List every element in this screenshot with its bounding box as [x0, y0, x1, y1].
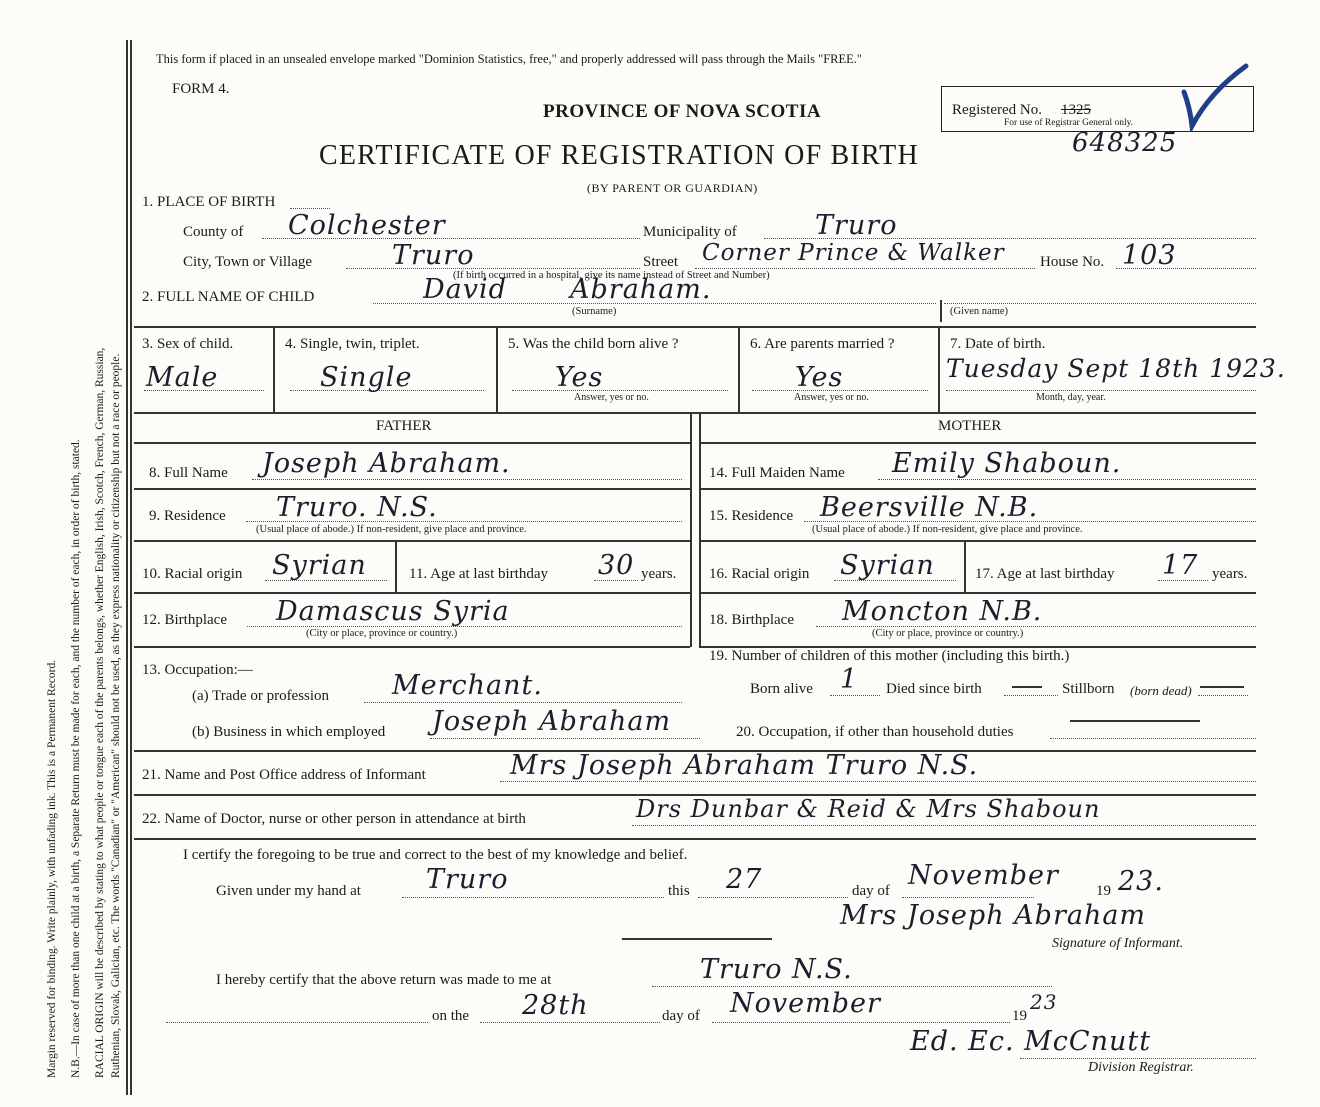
father-residence-value: Truro. N.S. — [276, 492, 438, 523]
mother-birthplace-caption: (City or place, province or country.) — [872, 628, 1024, 639]
street-value: Corner Prince & Walker — [702, 240, 1005, 266]
made-month-value: November — [730, 988, 881, 1019]
given-day-value: 27 — [726, 864, 763, 895]
mother-heading: MOTHER — [938, 418, 1002, 434]
father-birthplace-value: Damascus Syria — [276, 596, 510, 627]
doctor-value: Drs Dunbar & Reid & Mrs Shaboun — [636, 795, 1101, 823]
margin-note-racial-origin-2: Ruthenian, Slovak, Galician, etc. The words "Canadian" or "American" should not be used, as they express nationality or citizenship but not a race or people. — [110, 353, 122, 1078]
registered-label: Registered No. — [952, 102, 1042, 118]
given-month-value: November — [908, 860, 1059, 891]
father-residence-label: 9. Residence — [149, 508, 226, 524]
registered-number-handwritten: 648325 — [1072, 128, 1178, 158]
mother-age-label: 17. Age at last birthday — [975, 566, 1115, 582]
certificate-title: CERTIFICATE OF REGISTRATION OF BIRTH — [319, 140, 919, 171]
certificate-subtitle: (BY PARENT OR GUARDIAN) — [587, 181, 758, 195]
child-given-name-value: Abraham. — [570, 274, 712, 305]
hospital-note: (If birth occurred in a hospital, give its name instead of Street and Number) — [453, 270, 770, 281]
hereby-certify-label: I hereby certify that the above return was made to me at — [216, 972, 552, 988]
mother-residence-caption: (Usual place of abode.) If non-resident, give place and province. — [812, 524, 1083, 535]
parents-married-label: 6. Are parents married ? — [750, 336, 895, 352]
place-of-birth-label: 1. PLACE OF BIRTH — [142, 194, 276, 210]
father-birthplace-label: 12. Birthplace — [142, 612, 227, 628]
born-dead-caption: (born dead) — [1130, 683, 1192, 698]
died-since-label: Died since birth — [886, 681, 982, 697]
house-no-label: House No. — [1040, 254, 1105, 270]
mother-birthplace-label: 18. Birthplace — [709, 612, 794, 628]
born-alive-count-label: Born alive — [750, 681, 813, 697]
margin-note-racial-origin: RACIAL ORIGIN will be described by stating to what people or tongue each of the parents belongs, whether English, Irish, Scotch, French, German, Russian, — [94, 347, 106, 1078]
father-name-label: 8. Full Name — [149, 465, 228, 481]
born-alive-value: Yes — [555, 362, 604, 393]
mother-occupation-label: 20. Occupation, if other than household duties — [736, 724, 1014, 740]
father-racial-label: 10. Racial origin — [142, 566, 243, 582]
binding-margin-line — [126, 40, 128, 1095]
mother-birthplace-value: Moncton N.B. — [842, 596, 1043, 627]
date-of-birth-label: 7. Date of birth. — [950, 336, 1046, 352]
certify-statement: I certify the foregoing to be true and correct to the best of my knowledge and belief. — [183, 847, 688, 863]
mother-racial-value: Syrian — [840, 550, 935, 581]
date-of-birth-value: Tuesday Sept 18th 1923. — [946, 354, 1286, 383]
business-label: (b) Business in which employed — [192, 724, 386, 740]
trade-value: Merchant. — [392, 670, 543, 701]
margin-note-multiple-births: N.B.—In case of more than one child at a birth, a Separate Return must be made for each, and the number of each, in order of birth, stated. — [70, 439, 82, 1078]
given-under-label: Given under my hand at — [216, 883, 361, 899]
stillborn-label: Stillborn — [1062, 681, 1115, 697]
father-age-value: 30 — [598, 550, 635, 581]
father-birthplace-caption: (City or place, province or country.) — [306, 628, 458, 639]
binding-margin-line-2 — [130, 40, 132, 1095]
form-number: FORM 4. — [172, 81, 230, 97]
city-label: City, Town or Village — [183, 254, 313, 270]
registered-struck-number: 1325 — [1061, 102, 1091, 118]
year-prefix-label: 19 — [1096, 883, 1111, 899]
mother-racial-label: 16. Racial origin — [709, 566, 810, 582]
date-caption: Month, day, year. — [1036, 392, 1106, 403]
mother-residence-value: Beersville N.B. — [820, 492, 1039, 523]
surname-caption: (Surname) — [572, 306, 617, 317]
city-value: Truro — [392, 240, 475, 271]
house-no-value: 103 — [1122, 240, 1177, 271]
sex-value: Male — [146, 362, 219, 393]
occupation-label: 13. Occupation:— — [142, 662, 253, 678]
given-year-value: 23. — [1118, 866, 1164, 897]
county-value: Colchester — [288, 210, 446, 241]
mother-residence-label: 15. Residence — [709, 508, 794, 524]
informant-value: Mrs Joseph Abraham Truro N.S. — [510, 750, 979, 781]
margin-note-binding: Margin reserved for binding. Write plainly, with unfading ink. This is a Permanent Record. — [46, 659, 58, 1078]
street-label: Street — [643, 254, 678, 270]
province-heading: PROVINCE OF NOVA SCOTIA — [543, 101, 822, 122]
this-label: this — [668, 883, 690, 899]
mother-years-label: years. — [1212, 566, 1248, 582]
parents-married-value: Yes — [795, 362, 844, 393]
father-racial-value: Syrian — [272, 550, 367, 581]
informant-signature: Mrs Joseph Abraham — [840, 900, 1147, 931]
year-prefix-2-label: 19 — [1012, 1008, 1027, 1024]
business-value: Joseph Abraham — [432, 706, 672, 737]
checkmark-icon — [1180, 62, 1250, 132]
registrar-signature: Ed. Ec. McCnutt — [910, 1026, 1152, 1057]
division-registrar-caption: Division Registrar. — [1088, 1060, 1194, 1075]
signature-informant-caption: Signature of Informant. — [1052, 936, 1184, 951]
child-surname-value: David — [423, 274, 507, 305]
father-heading: FATHER — [376, 418, 432, 434]
trade-label: (a) Trade or profession — [192, 688, 330, 704]
doctor-label: 22. Name of Doctor, nurse or other person in attendance at birth — [142, 811, 526, 827]
informant-label: 21. Name and Post Office address of Informant — [142, 767, 426, 783]
single-twin-label: 4. Single, twin, triplet. — [285, 336, 420, 352]
made-year-value: 23 — [1030, 990, 1058, 1014]
given-name-caption: (Given name) — [950, 306, 1009, 317]
mother-name-value: Emily Shaboun. — [892, 448, 1122, 479]
made-day-value: 28th — [522, 990, 589, 1021]
num-children-label: 19. Number of children of this mother (including this birth.) — [709, 648, 1070, 664]
mail-note: This form if placed in an unsealed envelope marked "Dominion Statistics, free," and properly addressed will pass through the Mails "FREE." — [156, 52, 863, 66]
mother-age-value: 17 — [1162, 550, 1199, 581]
sex-label: 3. Sex of child. — [142, 336, 234, 352]
given-at-value: Truro — [426, 864, 509, 895]
day-of-label: day of — [852, 883, 890, 899]
day-of-2-label: day of — [662, 1008, 700, 1024]
child-name-label: 2. FULL NAME OF CHILD — [142, 289, 315, 305]
father-residence-caption: (Usual place of abode.) If non-resident, give place and province. — [256, 524, 527, 535]
single-twin-value: Single — [320, 362, 413, 393]
municipality-label: Municipality of — [643, 224, 737, 240]
mother-name-label: 14. Full Maiden Name — [709, 465, 845, 481]
on-the-label: on the — [432, 1008, 470, 1024]
county-label: County of — [183, 224, 244, 240]
born-alive-label: 5. Was the child born alive ? — [508, 336, 679, 352]
born-alive-answer-caption: Answer, yes or no. — [574, 392, 649, 403]
registrar-note: For use of Registrar General only. — [1004, 118, 1134, 128]
municipality-value: Truro — [815, 210, 898, 241]
married-answer-caption: Answer, yes or no. — [794, 392, 869, 403]
father-years-label: years. — [641, 566, 677, 582]
born-alive-count-value: 1 — [840, 664, 859, 695]
father-age-label: 11. Age at last birthday — [409, 566, 548, 582]
father-name-value: Joseph Abraham. — [262, 448, 511, 479]
made-at-value: Truro N.S. — [700, 954, 853, 985]
